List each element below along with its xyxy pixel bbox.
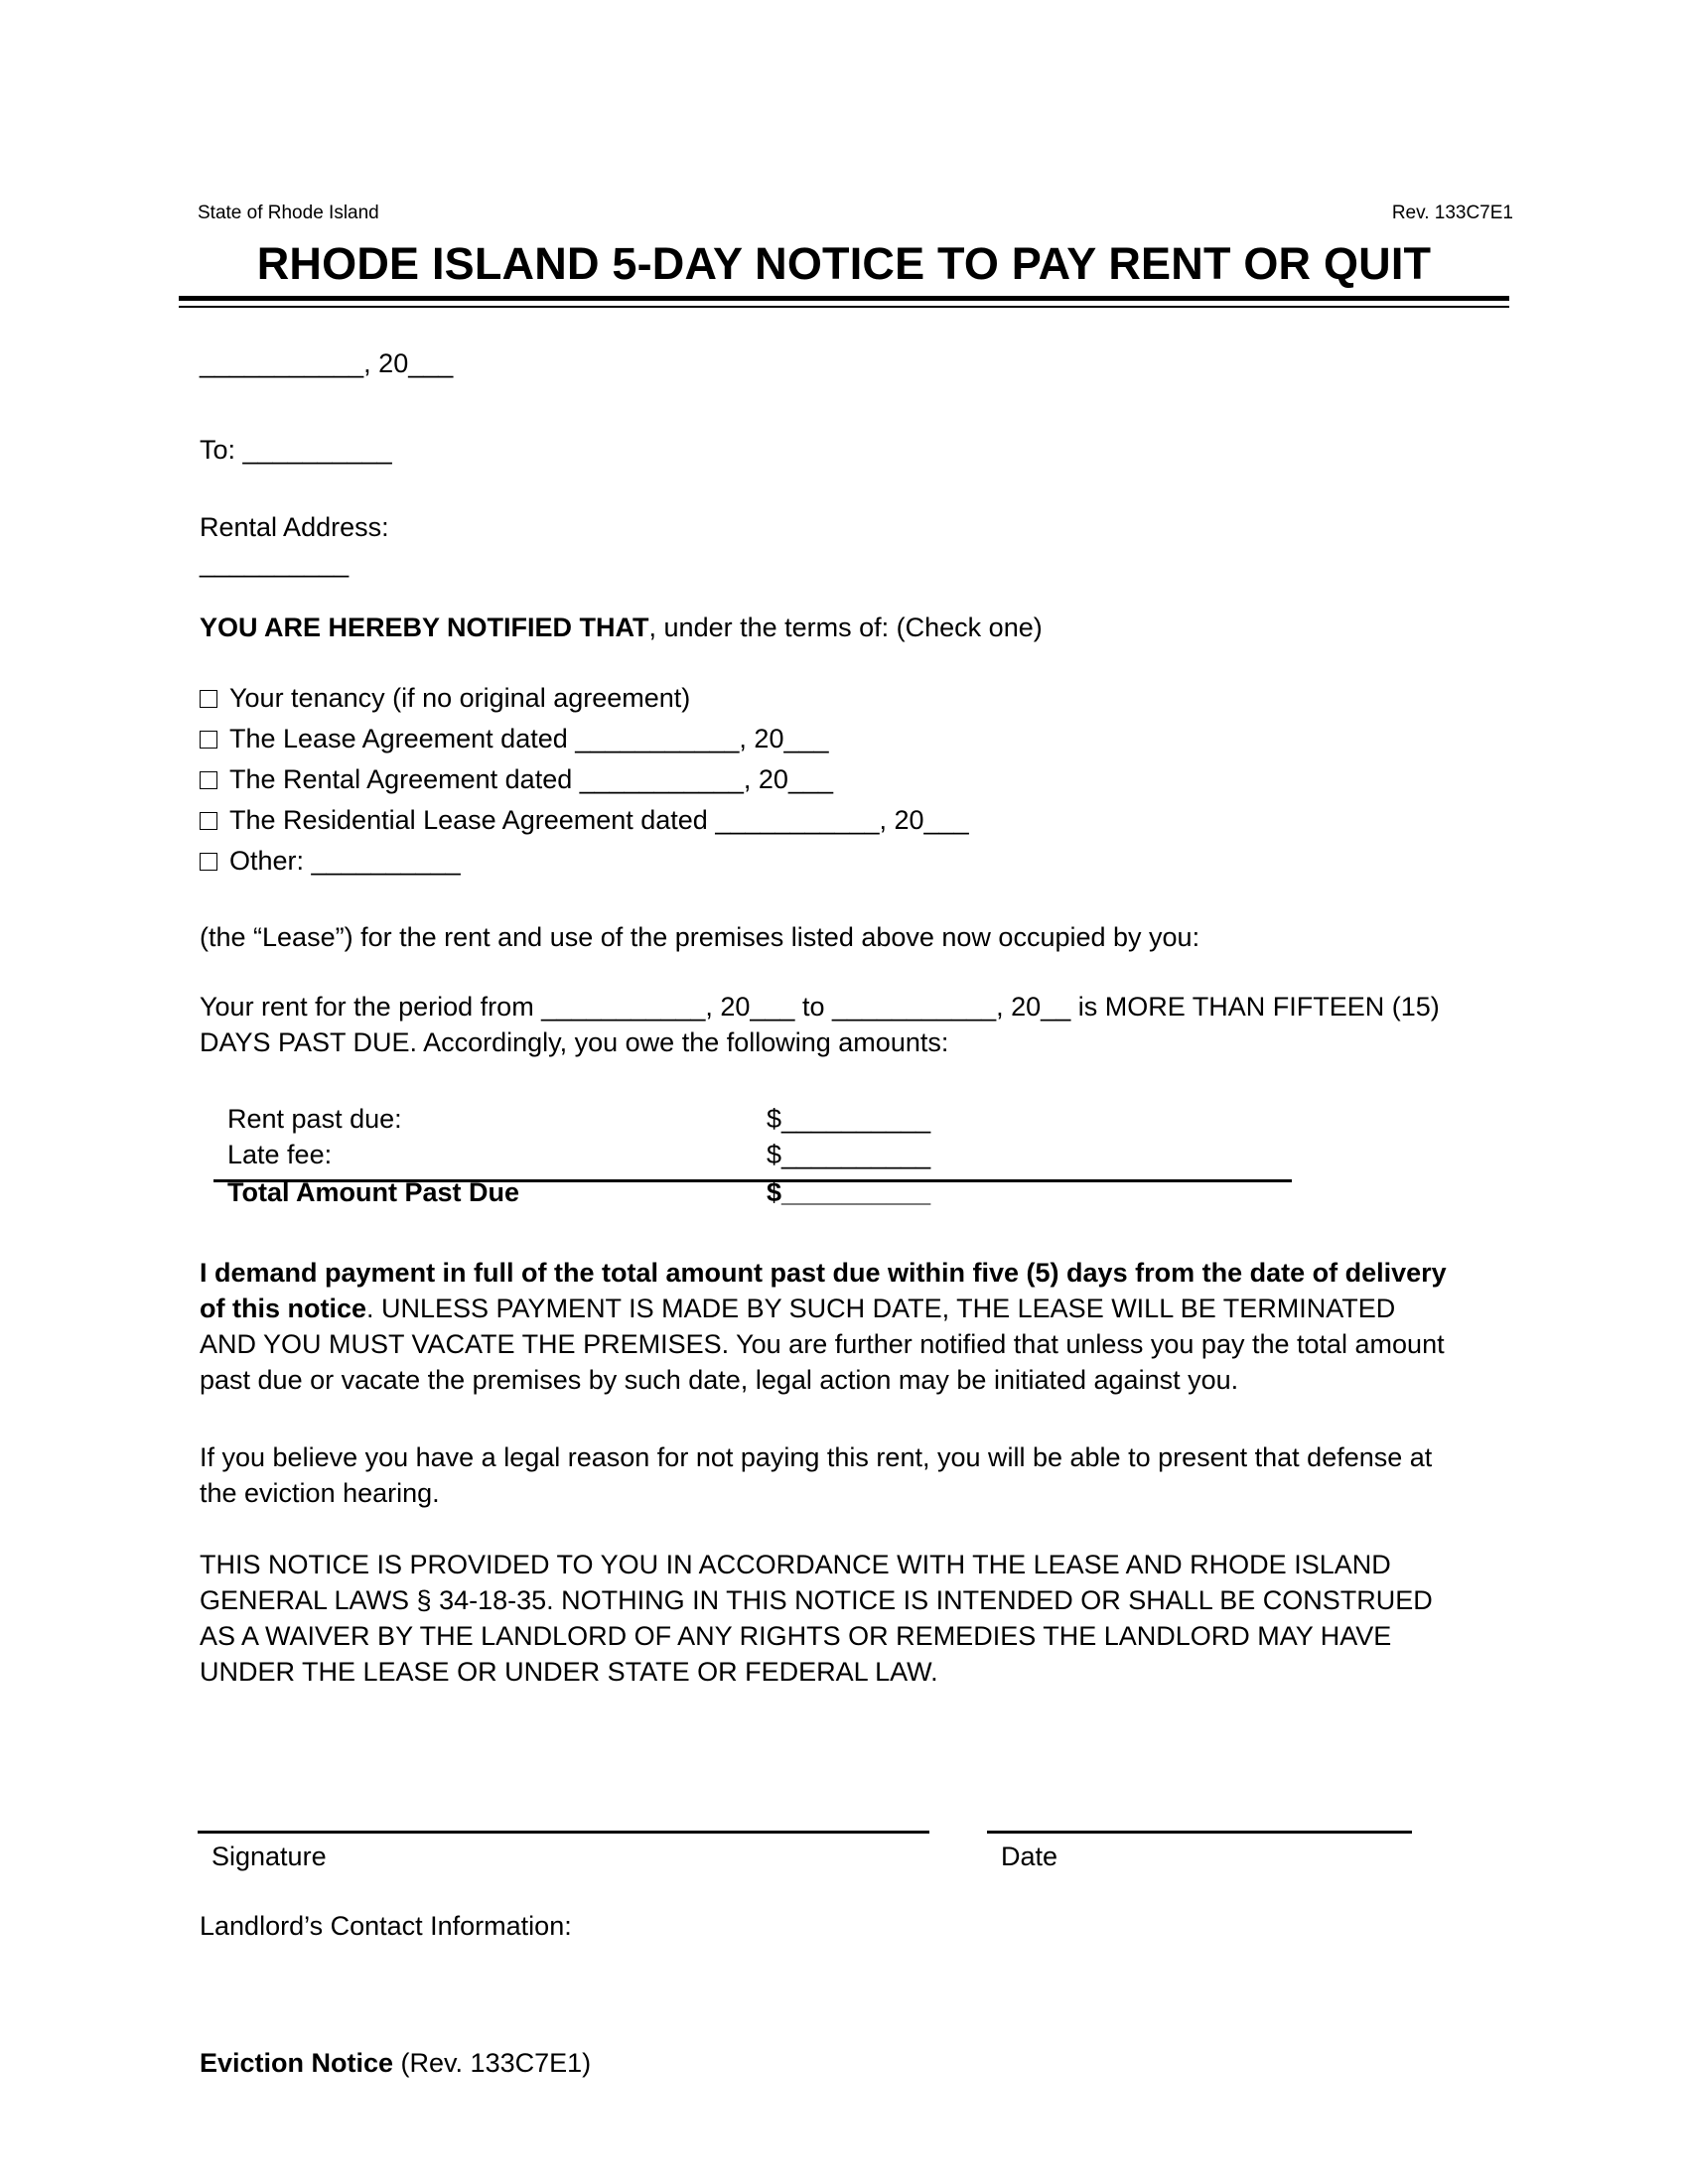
legal-line-2: GENERAL LAWS § 34-18-35. NOTHING IN THIS NOTICE IS INTENDED OR SHALL BE CONSTRUED — [200, 1585, 1433, 1615]
date-label: Date — [1001, 1842, 1058, 1871]
notified-line — [200, 610, 1043, 645]
checkbox-icon[interactable] — [200, 812, 217, 830]
rental-address-field[interactable]: __________ — [200, 548, 350, 578]
demand-line-4: past due or vacate the premises by such date, legal action may be initiated against you. — [200, 1365, 1239, 1395]
total-past-due-value[interactable]: $__________ — [767, 1177, 931, 1207]
legal-line-4: UNDER THE LEASE OR UNDER STATE OR FEDERAL LAW. — [200, 1657, 938, 1687]
notified-bold: YOU ARE HEREBY NOTIFIED THAT — [200, 613, 649, 642]
defense-line-1: If you believe you have a legal reason for not paying this rent, you will be able to present that defense at — [200, 1442, 1433, 1472]
legal-line-1: THIS NOTICE IS PROVIDED TO YOU IN ACCORDANCE WITH THE LEASE AND RHODE ISLAND — [200, 1550, 1391, 1579]
lease-line: (the “Lease”) for the rent and use of the premises listed above now occupied by you: — [200, 922, 1200, 952]
demand-bold: of this notice — [200, 1294, 366, 1323]
date-line[interactable]: ___________, 20___ — [200, 348, 454, 378]
notified-rest: , under the terms of: (Check one) — [648, 613, 1043, 642]
signature-label: Signature — [211, 1842, 327, 1871]
rent-period-line-2: DAYS PAST DUE. Accordingly, you owe the following amounts: — [200, 1027, 949, 1057]
footer-rest: (Rev. 133C7E1) — [393, 2048, 592, 2078]
demand-line-3: AND YOU MUST VACATE THE PREMISES. You are further notified that unless you pay the total amount — [200, 1329, 1445, 1359]
demand-line-1: I demand payment in full of the total amount past due within five (5) days from the date of delivery — [200, 1258, 1447, 1288]
rental-address-label: Rental Address: — [200, 512, 389, 542]
option-tenancy[interactable] — [200, 683, 690, 714]
footer-bold: Eviction Notice — [200, 2048, 394, 2078]
landlord-contact-label: Landlord’s Contact Information: — [200, 1911, 572, 1941]
total-past-due-label: Total Amount Past Due — [227, 1177, 520, 1207]
late-fee-value[interactable]: $__________ — [767, 1140, 931, 1169]
option-other[interactable] — [200, 846, 461, 877]
footer — [200, 2045, 591, 2081]
option-label: Other: __________ — [229, 846, 461, 876]
state-label: State of Rhode Island — [198, 203, 379, 223]
option-label: The Lease Agreement dated ___________, 20___ — [229, 724, 829, 753]
rent-past-due-label: Rent past due: — [227, 1104, 402, 1134]
title-rule-thick — [179, 296, 1509, 301]
to-line[interactable]: To: __________ — [200, 435, 392, 465]
title-rule-thin — [179, 306, 1509, 308]
document-title: RHODE ISLAND 5-DAY NOTICE TO PAY RENT OR QUIT — [256, 238, 1432, 289]
option-label: The Residential Lease Agreement dated ___________, 20___ — [229, 805, 969, 835]
rent-period-line-1: Your rent for the period from ___________, 20___ to ___________, 20__ is MORE THAN FIFTEEN (15) — [200, 992, 1440, 1022]
demand-line-2 — [200, 1291, 1395, 1326]
checkbox-icon[interactable] — [200, 690, 217, 708]
option-rental-agreement[interactable] — [200, 764, 833, 795]
checkbox-icon[interactable] — [200, 771, 217, 789]
revision-label: Rev. 133C7E1 — [1391, 203, 1513, 223]
option-residential-lease[interactable] — [200, 805, 969, 836]
option-label: Your tenancy (if no original agreement) — [229, 683, 691, 713]
option-label: The Rental Agreement dated ___________, 20___ — [229, 764, 833, 794]
legal-line-3: AS A WAIVER BY THE LANDLORD OF ANY RIGHTS OR REMEDIES THE LANDLORD MAY HAVE — [200, 1621, 1392, 1651]
checkbox-icon[interactable] — [200, 731, 217, 749]
late-fee-label: Late fee: — [227, 1140, 333, 1169]
option-lease-agreement[interactable] — [200, 724, 829, 754]
signature-line[interactable] — [198, 1831, 929, 1834]
demand-rest: . UNLESS PAYMENT IS MADE BY SUCH DATE, THE LEASE WILL BE TERMINATED — [366, 1294, 1396, 1323]
defense-line-2: the eviction hearing. — [200, 1478, 440, 1508]
checkbox-icon[interactable] — [200, 853, 217, 871]
date-signature-line[interactable] — [987, 1831, 1412, 1834]
rent-past-due-value[interactable]: $__________ — [767, 1104, 931, 1134]
